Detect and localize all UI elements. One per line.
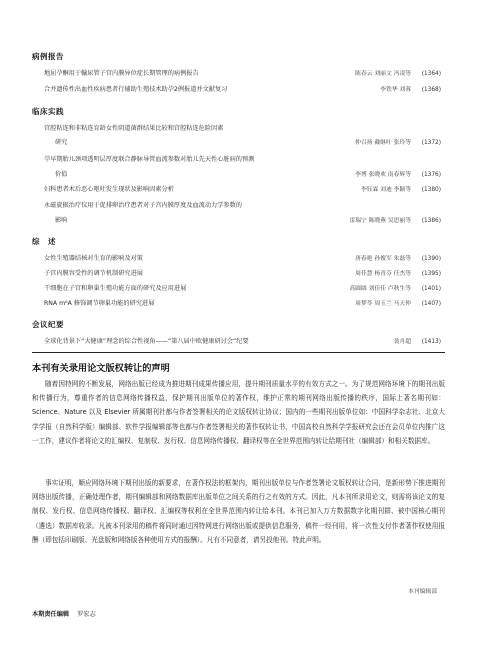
declaration-paragraph-2: 事实证明，顺应网络环境下期刊出版的新要求，在著作权法的框架内，期刊出版单位与作者签署论文版权转让合同，是新形势下推进期刊网络出版传播，正确处理作者，期刊编辑部和网络数据库出版单位之间关系的行之有效的方式。因此，凡本刊所录用论文，则需将该论文的复制权、发行权、信息网络传播权、翻译权、汇编权等权利在全世界范围内转让给本刊。本刊已加入万方数据数字化期刊群、被中国核心期刊（遴选）数据库收录。凡被本刊录用的稿件将同时通过因特网进行网络出版或提供信息服务，稿件一经刊用，将一次性支付作者著作权使用报酬（即包括印刷版、光盘版和网络版各种使用方式的报酬）。凡有不同意者，请另投他刊。特此声明。 xyxy=(32,479,445,544)
toc-entry-authors: 李博 张晓欢 南春辉等 xyxy=(355,172,411,178)
toc-entry-title: 永磁旋振治疗仪用于促排卵治疗患者对子宫内膜厚度及血流动力学参数的 xyxy=(44,202,242,209)
toc-entry-authors: 仲召扬 戴继叶 张玲等 xyxy=(355,140,411,146)
toc-entry-title: 干细胞在子宫和卵巢生殖功能方面的研究及应用进展 xyxy=(44,285,187,292)
toc-entry-title-cont: 影响 xyxy=(55,217,68,224)
toc-entry-authors: 陈春云 刘丽文 冯凌等 xyxy=(355,71,411,77)
declaration-title: 本刊有关录用论文版权转让的声明 xyxy=(32,363,170,374)
toc-entry-page: (1395) xyxy=(421,271,441,277)
toc-entry-page: (1376) xyxy=(421,172,441,178)
toc-entry-authors: 周梦苓 周玉兰 马天仲 xyxy=(355,301,411,307)
toc-entry-title: 全球化背景下“大健康”理念的综合性视角——“第八届中欧健康研讨会”纪要 xyxy=(44,338,249,345)
toc-entry-page: (1372) xyxy=(421,140,441,146)
toc-entry-title: 地屈孕酮用于輸尿管子宫内膜异位症长期管理的病例报告 xyxy=(44,70,199,77)
section-divider xyxy=(32,352,445,353)
toc-entry[interactable] xyxy=(44,154,441,163)
declaration-paragraph-1: 随着因特网的不断发展，网络出版已经成为推进期刊成果传播应用，提升期刊质量水平的有效方式之一。为了规范网络环境下的期刊出版和传播行为，尊重作者的信息网络传播权益，保护期刊出版单位的著作权，维护正常的期刊网络出版传播的秩序，国际上著名期刊如：Science、Nature 以及 Elsevier 所属期刊社都与作者签署相关的论文版权转让协议；国内的一些期刊出版单位如：中国科学杂志社、北京大学学报（自然科学版）编辑部、软件学报编辑部等也都与作者签署相关的著作权转让书，中国高校自然科学学报研究会还在会员单位内推广这一工作，建议作者将论文的汇编权、复制权、发行权、信息网络传播权、翻译权等在全世界范围内转让给期刊社（编辑部）和相关数据库。 xyxy=(32,380,445,445)
toc-entry-authors: 周佳慧 杨青芬 任杰等 xyxy=(355,271,411,277)
toc-entry-title: 妇科患者术后恶心呕吐发生现状及影响因素分析 xyxy=(44,186,174,193)
section-title-meeting-minutes: 会议纪要 xyxy=(32,320,64,329)
toc-entry[interactable] xyxy=(44,283,441,292)
toc-entry-page: (1390) xyxy=(421,256,441,262)
toc-entry-page: (1368) xyxy=(421,87,441,93)
toc-entry-page: (1401) xyxy=(421,286,441,292)
toc-entry-title: 子宫内膜容受性的调节机制研究进展 xyxy=(44,270,143,277)
responsible-editor-label: 本期责任编辑 xyxy=(32,611,70,618)
toc-entry-title: 女性生殖器结核对生育的影响及对策 xyxy=(44,255,143,262)
toc-entry-authors: 李铁华 刘蓉 xyxy=(380,87,411,93)
toc-entry-title-cont: 价值 xyxy=(55,171,68,178)
toc-entry-title: 孕早期胎儿颈项透明层厚度联合静脉导管血流参数对胎儿先天性心脏病的预测 xyxy=(44,156,255,163)
toc-entry-continuation[interactable] xyxy=(55,169,441,178)
toc-entry-authors: 唐春艳 孙俊军 朱磊等 xyxy=(355,256,411,262)
toc-entry[interactable] xyxy=(44,253,441,262)
toc-entry-page: (1413) xyxy=(421,339,441,345)
toc-entry[interactable] xyxy=(44,268,441,277)
section-title-review: 综 述 xyxy=(32,237,56,246)
declaration-signature: 本刊编辑部 xyxy=(408,589,437,595)
toc-entry-authors: 高圆圆 刘佳佳 卢秋生等 xyxy=(349,286,411,292)
toc-entry-page: (1386) xyxy=(421,218,441,224)
toc-entry-continuation[interactable] xyxy=(55,215,441,224)
toc-entry[interactable] xyxy=(44,68,441,77)
responsible-editor xyxy=(32,609,96,618)
toc-entry[interactable] xyxy=(44,84,441,93)
toc-entry-authors: 雷瑞宁 陈晓燕 吴思丽等 xyxy=(349,218,411,224)
section-title-case-report: 病例报告 xyxy=(32,52,64,61)
toc-entry-title-cont: 研究 xyxy=(55,139,68,146)
toc-entry-page: (1407) xyxy=(421,301,441,307)
responsible-editor-name: 罗宏志 xyxy=(77,611,96,618)
toc-entry-authors: 裴舟超 xyxy=(393,339,411,345)
toc-entry-title: 宫腔粘连和非粘连育龄女性阴道菌群结果比较和宫腔粘连危险因素 xyxy=(44,125,224,132)
toc-entry[interactable] xyxy=(44,200,441,209)
toc-entry-title: 合并遗传性出血性疾病患者行辅助生殖技术助孕2例报道并文献复习 xyxy=(44,86,228,93)
toc-entry-page: (1364) xyxy=(421,71,441,77)
toc-entry-continuation[interactable] xyxy=(55,137,441,146)
toc-entry-authors: 李钰霖 刘迪 李颖等 xyxy=(360,187,411,193)
toc-entry-title: RNA m⁶A 修饰调节卵巢功能的研究进展 xyxy=(44,300,155,307)
toc-entry[interactable] xyxy=(44,298,441,307)
toc-entry[interactable] xyxy=(44,336,441,345)
toc-entry-page: (1380) xyxy=(421,187,441,193)
section-title-clinical-practice: 临床实践 xyxy=(32,107,64,116)
toc-entry[interactable] xyxy=(44,123,441,132)
toc-entry[interactable] xyxy=(44,184,441,193)
